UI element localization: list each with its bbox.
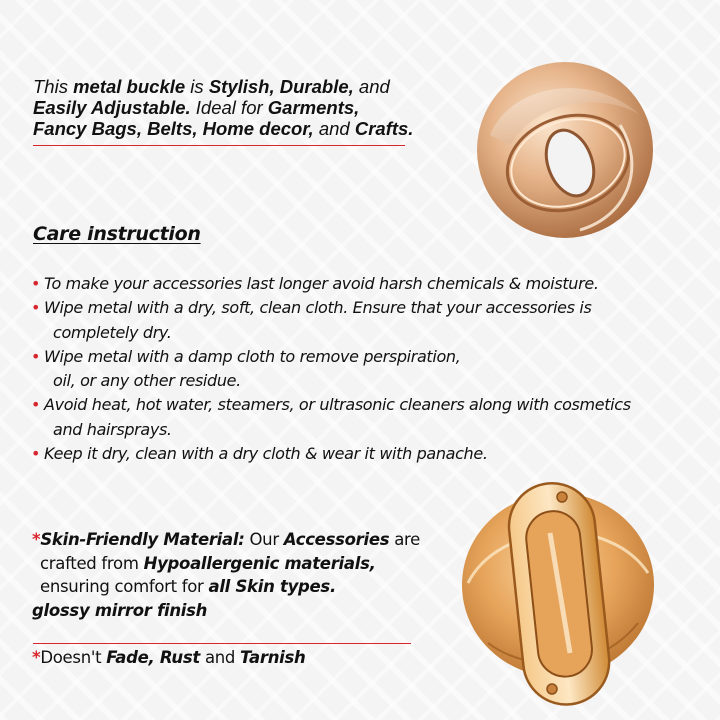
intro-line-2: Easily Adjustable. Ideal for Garments,: [33, 97, 360, 118]
care-item-text: To make your accessories last longer avoid harsh chemicals & moisture.: [44, 274, 599, 293]
care-instruction-heading: Care instruction: [33, 223, 201, 245]
care-item-text-cont: and hairsprays.: [53, 419, 172, 439]
care-item-text: Keep it dry, clean with a dry cloth & wear it with panache.: [44, 444, 488, 464]
intro-line-3: Fancy Bags, Belts, Home decor, and Crafts.: [33, 118, 414, 139]
care-item-3: [31, 345, 711, 394]
bullet-icon: •: [31, 444, 41, 464]
intro-divider: [33, 145, 405, 146]
skin-line-4: glossy mirror finish: [32, 600, 208, 620]
skin-line-3: ensuring comfort for all Skin types.: [40, 577, 336, 596]
care-item-text: Wipe metal with a dry, soft, clean cloth. Ensure that your accessories is: [44, 298, 592, 318]
skin-line-2: crafted from Hypoallergenic materials,: [40, 553, 376, 573]
skin-divider: [33, 643, 411, 644]
care-item-1: [31, 272, 711, 296]
care-item-text: Wipe metal with a damp cloth to remove perspiration,: [44, 346, 461, 366]
buckle-front-image: [470, 55, 660, 245]
bullet-icon: •: [31, 274, 41, 293]
care-item-text: Avoid heat, hot water, steamers, or ultrasonic cleaners along with cosmetics: [44, 395, 631, 415]
care-item-4: [31, 393, 711, 442]
care-item-text-cont: oil, or any other residue.: [53, 371, 241, 391]
care-instruction-list: [31, 272, 711, 466]
care-item-text-cont: completely dry.: [53, 322, 172, 342]
intro-line-1: This metal buckle is Stylish, Durable, and: [33, 76, 390, 97]
bullet-icon: •: [31, 395, 41, 415]
bullet-icon: •: [31, 346, 41, 366]
buckle-back-image: [458, 473, 658, 713]
care-item-5: [31, 442, 711, 466]
skin-line-1: *Skin-Friendly Material: Our Accessories are: [32, 530, 420, 549]
bullet-icon: •: [31, 298, 41, 318]
product-description: [33, 76, 463, 139]
skin-friendly-section: [32, 528, 452, 622]
no-fade-note: *Doesn't Fade, Rust and Tarnish: [32, 648, 306, 667]
care-item-2: [31, 296, 711, 345]
